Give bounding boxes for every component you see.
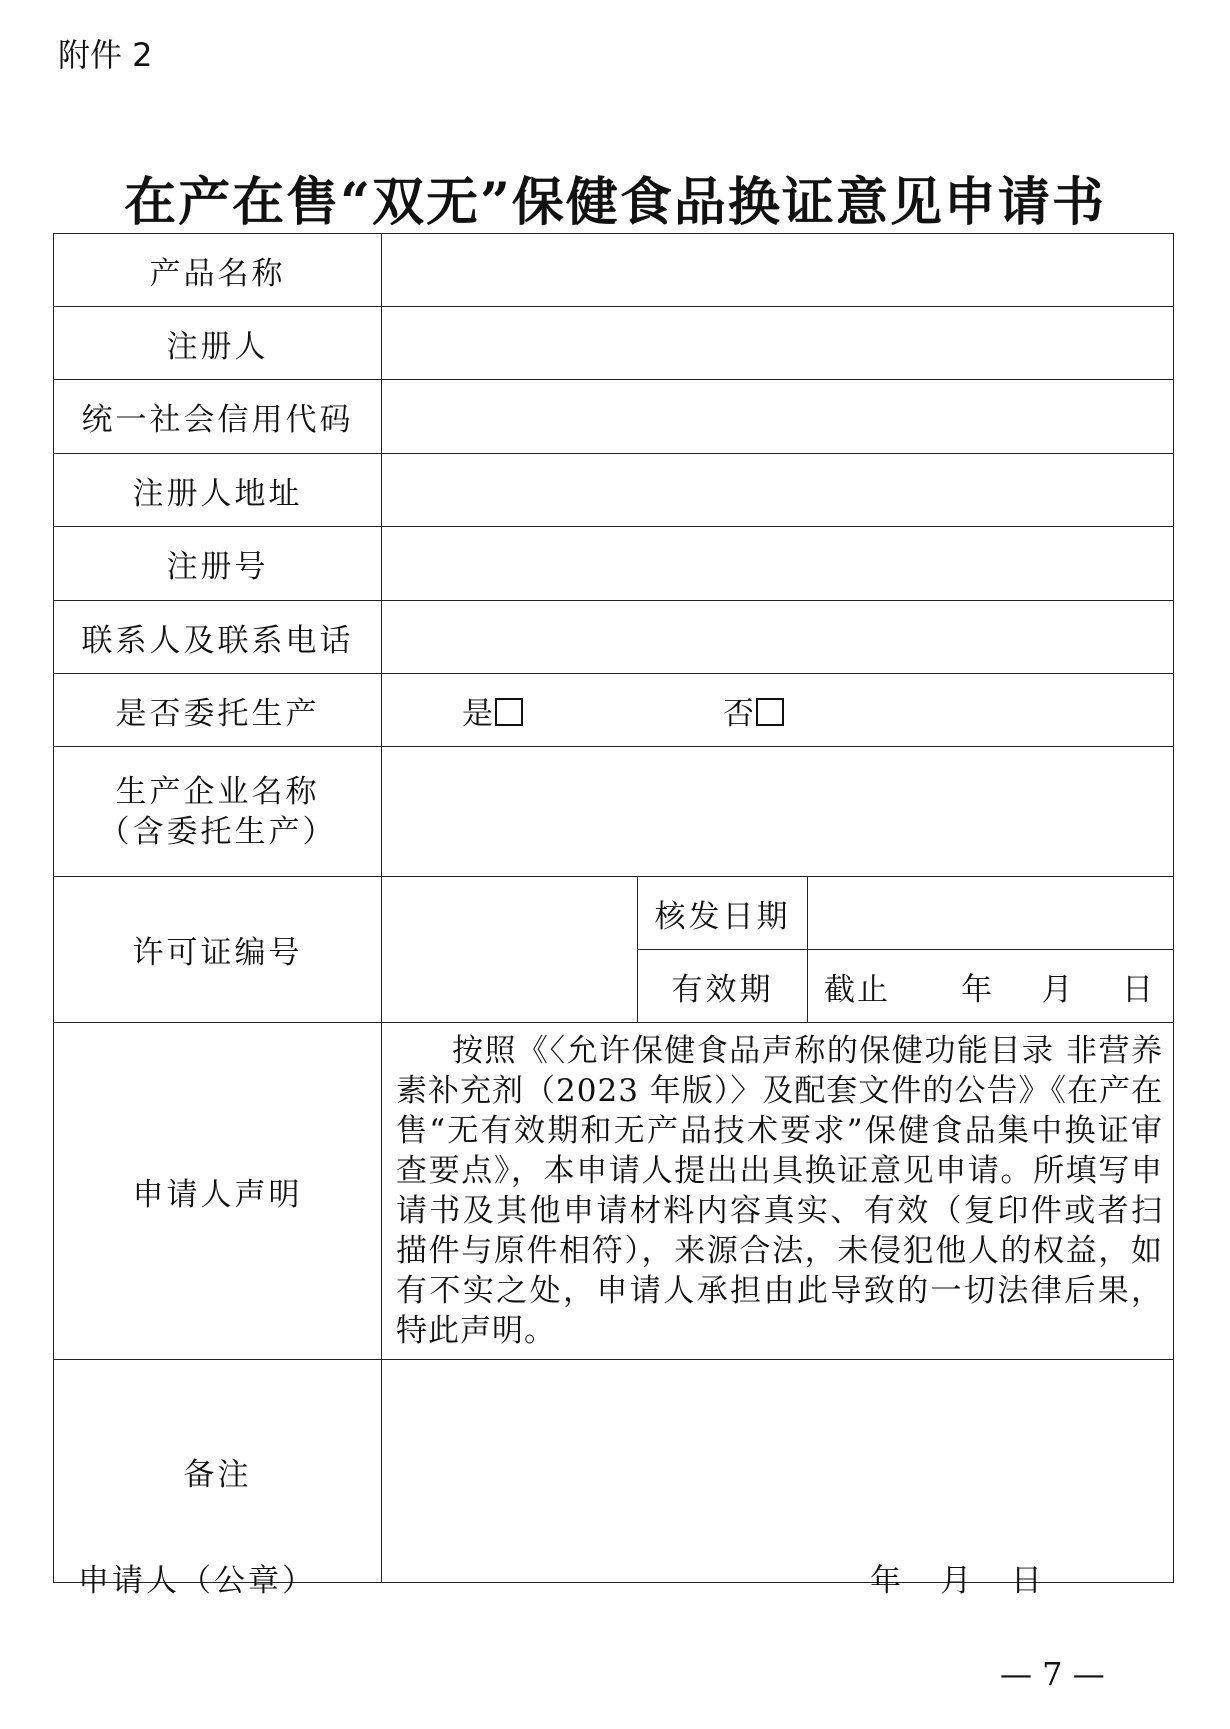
checkbox-yes[interactable] xyxy=(495,698,523,726)
license-no-field[interactable] xyxy=(382,877,638,1023)
page-number: — 7 — xyxy=(1000,1655,1105,1693)
row-product-name xyxy=(54,234,1174,307)
declaration-label: 申请人声明 xyxy=(54,1023,382,1360)
entrusted-no-label: 否 xyxy=(722,695,754,732)
manufacturer-label-line2: （含委托生产） xyxy=(98,813,337,850)
registration-no-field[interactable] xyxy=(382,527,1174,601)
remarks-field[interactable] xyxy=(382,1360,1174,1583)
row-manufacturer xyxy=(54,747,1174,877)
application-form-table xyxy=(53,233,1174,1583)
entrusted-no-option[interactable] xyxy=(723,688,784,733)
signature-date: 年 月 日 xyxy=(870,1563,1042,1599)
row-entrusted xyxy=(54,674,1174,747)
entrusted-options xyxy=(382,674,1174,747)
contact-label: 联系人及联系电话 xyxy=(54,601,382,674)
checkbox-no[interactable] xyxy=(756,698,784,726)
row-registrant xyxy=(54,307,1174,380)
entrusted-yes-label: 是 xyxy=(462,695,493,732)
product-name-label: 产品名称 xyxy=(54,234,382,307)
declaration-text: 按照《〈允许保健食品声称的保健功能目录 非营养素补充剂（2023 年版）〉及配套文件的公告》《在产在售“无有效期和无产品技术要求”保健食品集中换证审查要点》，本申请人提出出具换证意见申请。所填写申请书及其他申请材料内容真实、有效（复印件或者扫描件与原件相符），来源合法，未侵犯他人的权益，如有不实之处，申请人承担由此导致的一切法律后果，特此声明。 xyxy=(382,1023,1174,1360)
issue-date-field[interactable] xyxy=(808,877,1174,950)
applicant-seal-label: 申请人（公章） xyxy=(78,1563,316,1599)
manufacturer-label-line1: 生产企业名称 xyxy=(115,773,320,810)
validity-field[interactable]: 截止 年 月 日 xyxy=(808,950,1174,1023)
registrant-label: 注册人 xyxy=(54,307,382,380)
manufacturer-label xyxy=(54,747,382,877)
license-no-label: 许可证编号 xyxy=(54,877,382,1023)
registration-no-label: 注册号 xyxy=(54,527,382,601)
remarks-label: 备注 xyxy=(54,1360,382,1583)
registrant-address-label: 注册人地址 xyxy=(54,454,382,527)
attachment-label: 附件 2 xyxy=(58,36,153,74)
validity-label: 有效期 xyxy=(638,950,808,1023)
row-declaration xyxy=(54,1023,1174,1360)
row-registrant-address xyxy=(54,454,1174,527)
credit-code-field[interactable] xyxy=(382,380,1174,454)
row-credit-code xyxy=(54,380,1174,454)
contact-field[interactable] xyxy=(382,601,1174,674)
row-license-issue xyxy=(54,877,1174,950)
registrant-address-field[interactable] xyxy=(382,454,1174,527)
form-title: 在产在售“双无”保健食品换证意见申请书 xyxy=(124,172,1106,233)
manufacturer-field[interactable] xyxy=(382,747,1174,877)
row-contact xyxy=(54,601,1174,674)
product-name-field[interactable] xyxy=(382,234,1174,307)
row-remarks xyxy=(54,1360,1174,1583)
row-registration-no xyxy=(54,527,1174,601)
credit-code-label: 统一社会信用代码 xyxy=(54,380,382,454)
registrant-field[interactable] xyxy=(382,307,1174,380)
entrusted-yes-option[interactable] xyxy=(462,688,523,733)
issue-date-label: 核发日期 xyxy=(638,877,808,950)
entrusted-label: 是否委托生产 xyxy=(54,674,382,747)
